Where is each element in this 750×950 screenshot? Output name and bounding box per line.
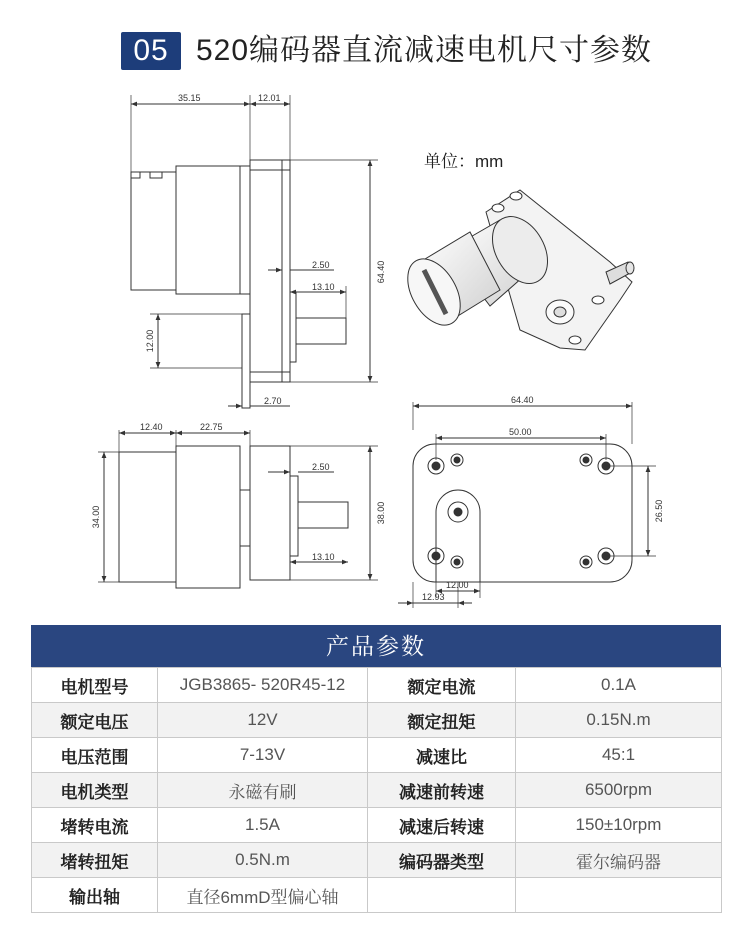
param-name-cell: 电压范围 bbox=[32, 738, 158, 773]
param-value-cell: 霍尔编码器 bbox=[516, 843, 722, 878]
dim-label: 26.50 bbox=[654, 499, 664, 523]
front-view bbox=[98, 430, 378, 588]
dim-label: 50.00 bbox=[509, 427, 532, 437]
dim-label: 2.70 bbox=[264, 396, 282, 406]
page-title: 520编码器直流减速电机尺寸参数 bbox=[196, 34, 653, 67]
dim-label: 13.10 bbox=[312, 282, 335, 292]
param-value-cell bbox=[516, 878, 722, 913]
param-value-cell: 12V bbox=[158, 703, 368, 738]
dim-label: 12.93 bbox=[422, 592, 445, 602]
section-number-badge: 05 bbox=[121, 32, 181, 70]
param-value-cell: 6500rpm bbox=[516, 773, 722, 808]
param-name-cell: 输出轴 bbox=[32, 878, 158, 913]
isometric-view bbox=[397, 190, 634, 350]
dim-label: 2.50 bbox=[312, 462, 330, 472]
dim-label: 2.50 bbox=[312, 260, 330, 270]
dim-label: 35.15 bbox=[178, 93, 201, 103]
drawing-canvas bbox=[0, 80, 750, 620]
table-row bbox=[32, 668, 722, 703]
param-name-cell: 减速前转速 bbox=[368, 773, 516, 808]
param-value-cell: 直径6mmD型偏心轴 bbox=[158, 878, 368, 913]
param-value-cell: 1.5A bbox=[158, 808, 368, 843]
param-name-cell: 减速后转速 bbox=[368, 808, 516, 843]
spec-table bbox=[31, 667, 722, 913]
table-row bbox=[32, 843, 722, 878]
table-heading: 产品参数 bbox=[31, 625, 721, 667]
dim-label: 12.40 bbox=[140, 422, 163, 432]
param-name-cell: 电机类型 bbox=[32, 773, 158, 808]
param-name-cell: 额定电压 bbox=[32, 703, 158, 738]
side-view bbox=[131, 95, 378, 408]
param-value-cell: 45:1 bbox=[516, 738, 722, 773]
param-name-cell: 电机型号 bbox=[32, 668, 158, 703]
param-value-cell: 7-13V bbox=[158, 738, 368, 773]
param-name-cell: 额定扭矩 bbox=[368, 703, 516, 738]
table-row bbox=[32, 808, 722, 843]
dim-label: 64.40 bbox=[511, 395, 534, 405]
param-name-cell: 堵转电流 bbox=[32, 808, 158, 843]
param-name-cell: 编码器类型 bbox=[368, 843, 516, 878]
unit-note: 单位：mm bbox=[424, 152, 504, 171]
param-name-cell: 堵转扭矩 bbox=[32, 843, 158, 878]
param-value-cell: 0.15N.m bbox=[516, 703, 722, 738]
param-value-cell: 150±10rpm bbox=[516, 808, 722, 843]
dim-label: 64.40 bbox=[376, 260, 386, 284]
dim-label: 38.00 bbox=[376, 501, 386, 525]
param-value-cell: JGB3865- 520R45-12 bbox=[158, 668, 368, 703]
param-value-cell: 永磁有刷 bbox=[158, 773, 368, 808]
table-row bbox=[32, 703, 722, 738]
dimension-drawings bbox=[0, 80, 750, 620]
dim-label: 12.01 bbox=[258, 93, 281, 103]
table-row bbox=[32, 878, 722, 913]
param-value-cell: 0.5N.m bbox=[158, 843, 368, 878]
dim-label: 12.00 bbox=[145, 329, 155, 353]
dim-label: 13.10 bbox=[312, 552, 335, 562]
param-name-cell: 减速比 bbox=[368, 738, 516, 773]
spec-table-section bbox=[31, 625, 721, 913]
table-row bbox=[32, 773, 722, 808]
param-value-cell: 0.1A bbox=[516, 668, 722, 703]
dim-label: 22.75 bbox=[200, 422, 223, 432]
param-name-cell: 额定电流 bbox=[368, 668, 516, 703]
table-row bbox=[32, 738, 722, 773]
dim-label: 34.00 bbox=[91, 505, 101, 529]
param-name-cell bbox=[368, 878, 516, 913]
dim-label: 12.00 bbox=[446, 580, 469, 590]
